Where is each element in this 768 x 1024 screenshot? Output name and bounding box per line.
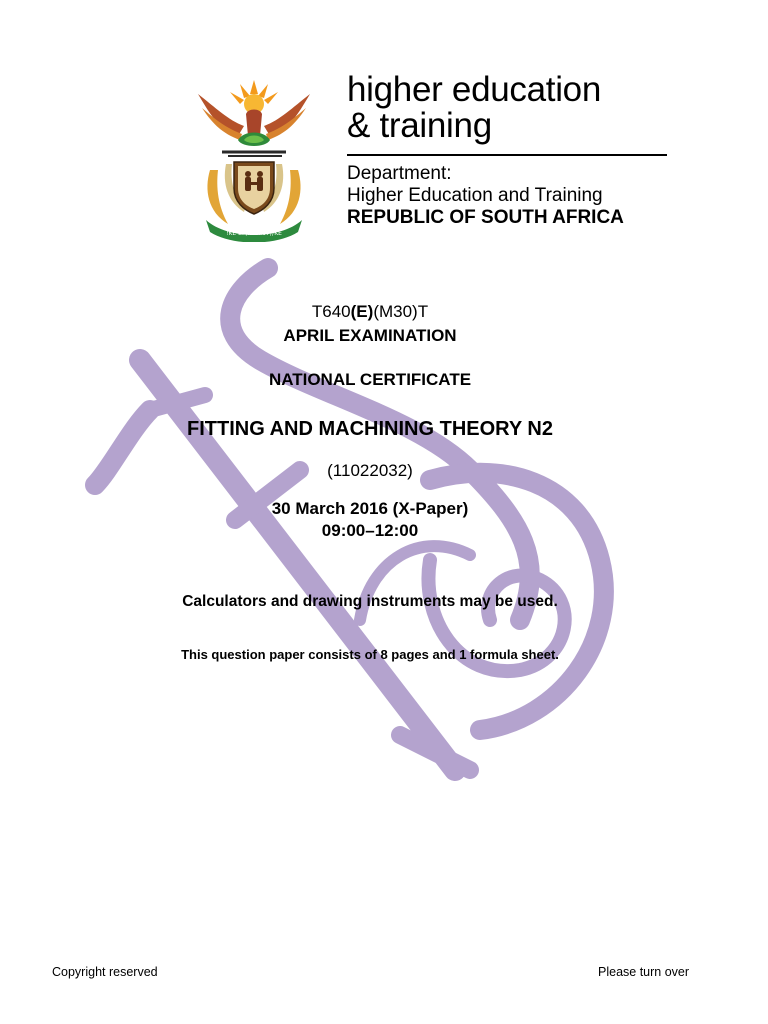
coat-of-arms-icon: [188, 74, 320, 242]
brand-divider: [347, 154, 667, 156]
crest-motto: !KE E: /XARRA //KE: [226, 230, 282, 237]
department-branding: [347, 72, 677, 229]
brand-line-2: & training: [347, 106, 492, 145]
exam-time: 09:00–12:00: [321, 521, 419, 540]
subject-title: FITTING AND MACHINING THEORY N2: [187, 418, 553, 440]
department-name: Higher Education and Training: [347, 185, 603, 206]
paper-code: [0, 302, 740, 322]
footer-copyright: Copyright reserved: [52, 965, 158, 979]
brand-line-1: higher education: [347, 70, 602, 109]
footer-turn-over: Please turn over: [598, 965, 690, 979]
certificate-level: NATIONAL CERTIFICATE: [268, 370, 472, 389]
paper-code-prefix: T640: [311, 302, 351, 321]
page-count-text: This question paper consists of 8 pages and 1 formula sheet.: [181, 647, 559, 662]
department-label: Department:: [347, 163, 452, 184]
subject-code: (11022032): [327, 461, 413, 480]
exam-session: APRIL EXAMINATION: [283, 326, 457, 345]
paper-code-suffix: (M30)T: [373, 302, 429, 321]
instructions-text: Calculators and drawing instruments may be used.: [182, 593, 558, 610]
paper-code-language: (E): [350, 302, 374, 321]
exam-date: 30 March 2016 (X-Paper): [271, 499, 469, 518]
country-name: REPUBLIC OF SOUTH AFRICA: [347, 207, 624, 228]
